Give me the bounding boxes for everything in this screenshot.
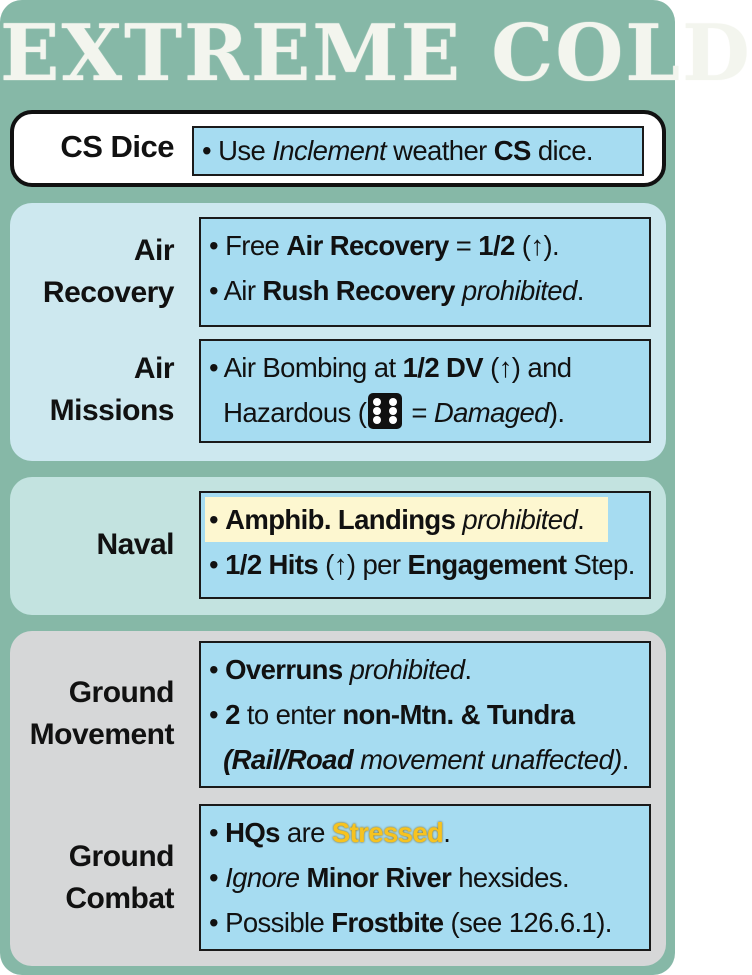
air-recovery-rule-1: • Free Air Recovery = 1/2 (↑).	[209, 230, 560, 261]
ground-movement-label: Ground Movement	[29, 676, 174, 751]
cs-dice-rule-box	[192, 126, 644, 176]
stressed-term: Stressed	[331, 817, 444, 848]
cs-dice-section	[10, 110, 666, 187]
air-missions-rule-1-cont: Hazardous ( = Damaged).	[209, 390, 643, 435]
air-missions-rules-box	[199, 339, 651, 443]
air-recovery-rule-2: • Air Rush Recovery prohibited.	[209, 275, 584, 306]
cs-dice-label: CS Dice	[60, 129, 174, 164]
air-missions-rule-1: • Air Bombing at 1/2 DV (↑) and	[209, 352, 572, 383]
ground-combat-label: Ground Combat	[65, 840, 174, 915]
ground-movement-rule-2: • 2 to enter non-Mtn. & Tundra	[209, 699, 575, 730]
air-missions-label: Air Missions	[49, 352, 174, 427]
ground-combat-rule-2: • Ignore Minor River hexsides.	[209, 862, 569, 893]
air-recovery-rules-box	[199, 217, 651, 327]
naval-label: Naval	[96, 528, 174, 561]
naval-section	[10, 477, 666, 615]
air-recovery-label: Air Recovery	[42, 234, 174, 309]
die-six-icon	[368, 393, 402, 429]
ground-section	[10, 631, 666, 966]
air-section	[10, 203, 666, 461]
ground-movement-rules-box	[199, 641, 651, 788]
ground-combat-rule-1: • HQs are Stressed.	[209, 817, 451, 848]
naval-rules-box	[199, 491, 651, 599]
cs-dice-rule: • Use Inclement weather CS dice.	[202, 135, 593, 166]
ground-combat-rules-box	[199, 804, 651, 951]
ground-movement-rule-1: • Overruns prohibited.	[209, 654, 472, 685]
ground-combat-rule-3: • Possible Frostbite (see 126.6.1).	[209, 907, 612, 938]
naval-rule-2: • 1/2 Hits (↑) per Engagement Step.	[209, 549, 635, 580]
card-title: EXTREME COLD	[0, 8, 752, 99]
ground-movement-rule-2-cont: (Rail/Road movement unaffected).	[223, 744, 629, 775]
naval-rule-1-highlight: • Amphib. Landings prohibited.	[205, 497, 608, 542]
naval-rule-1	[209, 497, 643, 542]
